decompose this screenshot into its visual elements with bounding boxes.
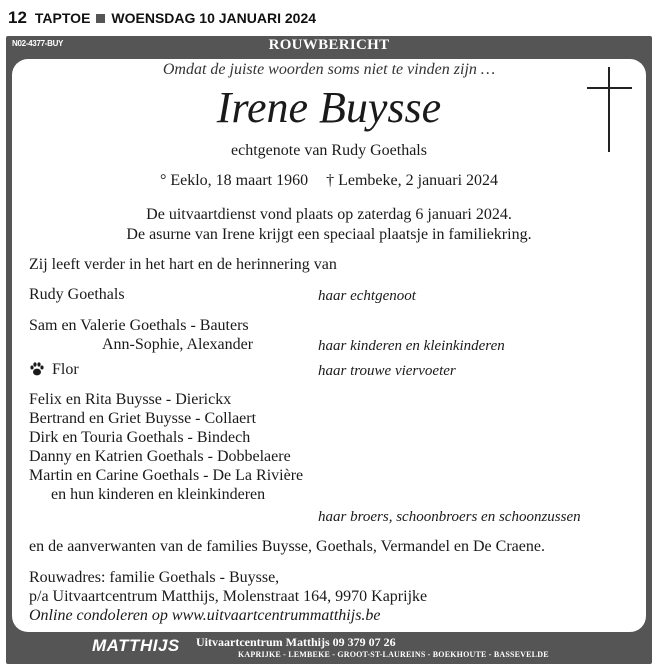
notice-category: ROUWBERICHT [268, 37, 390, 53]
pet-name: Flor [52, 361, 79, 378]
paw-icon [29, 361, 45, 377]
page-header [8, 6, 653, 30]
page-number: 12 [8, 8, 27, 27]
grandchildren-line: Ann-Sophie, Alexander [102, 336, 254, 353]
reference-code: N02-4377-BUY [12, 39, 64, 48]
sibling-line: Danny en Katrien Goethals - Dobbelaere [29, 448, 291, 465]
husband-name: Rudy Goethals [29, 286, 125, 303]
address-line: p/a Uitvaartcentrum Matthijs, Molenstraat 164, 9970 Kaprijke [29, 588, 428, 605]
spouse-line: echtgenote van Rudy Goethals [231, 142, 427, 159]
sibling-line: en hun kinderen en kleinkinderen [51, 486, 266, 503]
sibling-line: Martin en Carine Goethals - De La Rivière [29, 467, 304, 484]
children-relation: haar kinderen en kleinkinderen [318, 338, 505, 354]
address-line: Rouwadres: familie Goethals - Buysse, [29, 569, 280, 586]
death-date: † Lembeke, 2 januari 2024 [326, 172, 499, 189]
cross-icon [587, 67, 632, 152]
service-info [12, 205, 646, 245]
paper-name: TAPTOE [34, 10, 91, 26]
paper-date: WOENSDAG 10 JANUARI 2024 [111, 10, 317, 26]
logo-text: MATTHIJS [92, 636, 180, 655]
funeral-home-logo [92, 636, 190, 658]
siblings-relation: haar broers, schoonbroers en schoonzussen [318, 509, 581, 525]
funeral-home-name: Uitvaartcentrum Matthijs 09 379 07 26 [196, 635, 396, 649]
remembrance-line: Zij leeft verder in het hart en de herinnering van [29, 256, 337, 273]
notice-title-bar [6, 36, 652, 54]
relatives-line: en de aanverwanten van de families Buysse, Goethals, Vermandel en De Craene. [29, 538, 545, 555]
funeral-home-locations: KAPRIJKE - LEMBEKE - GROOT-ST-LAUREINS - BOEKHOUTE - BASSEVELDE [238, 650, 549, 659]
husband-relation: haar echtgenoot [318, 288, 416, 304]
service-line: De uitvaartdienst vond plaats op zaterdag 6 januari 2024. [146, 206, 512, 223]
notice-footer [6, 632, 652, 664]
deceased-name: Irene Buysse [216, 83, 442, 132]
sibling-line: Bertrand en Griet Buysse - Collaert [29, 410, 257, 427]
pet-relation: haar trouwe viervoeter [318, 363, 456, 379]
sibling-line: Dirk en Touria Goethals - Bindech [29, 429, 251, 446]
birth-date: ° Eeklo, 18 maart 1960 [159, 172, 309, 189]
service-line: De asurne van Irene krijgt een speciaal plaatsje in familiekring. [126, 226, 532, 243]
intro-line: Omdat de juiste woorden soms niet te vinden zijn … [162, 61, 496, 78]
sibling-line: Felix en Rita Buysse - Dierickx [29, 391, 232, 408]
online-condolence: Online condoleren op www.uitvaartcentrummatthijs.be [29, 607, 381, 624]
square-icon [96, 14, 105, 23]
children-line: Sam en Valerie Goethals - Bauters [29, 317, 249, 334]
life-dates [12, 172, 646, 190]
